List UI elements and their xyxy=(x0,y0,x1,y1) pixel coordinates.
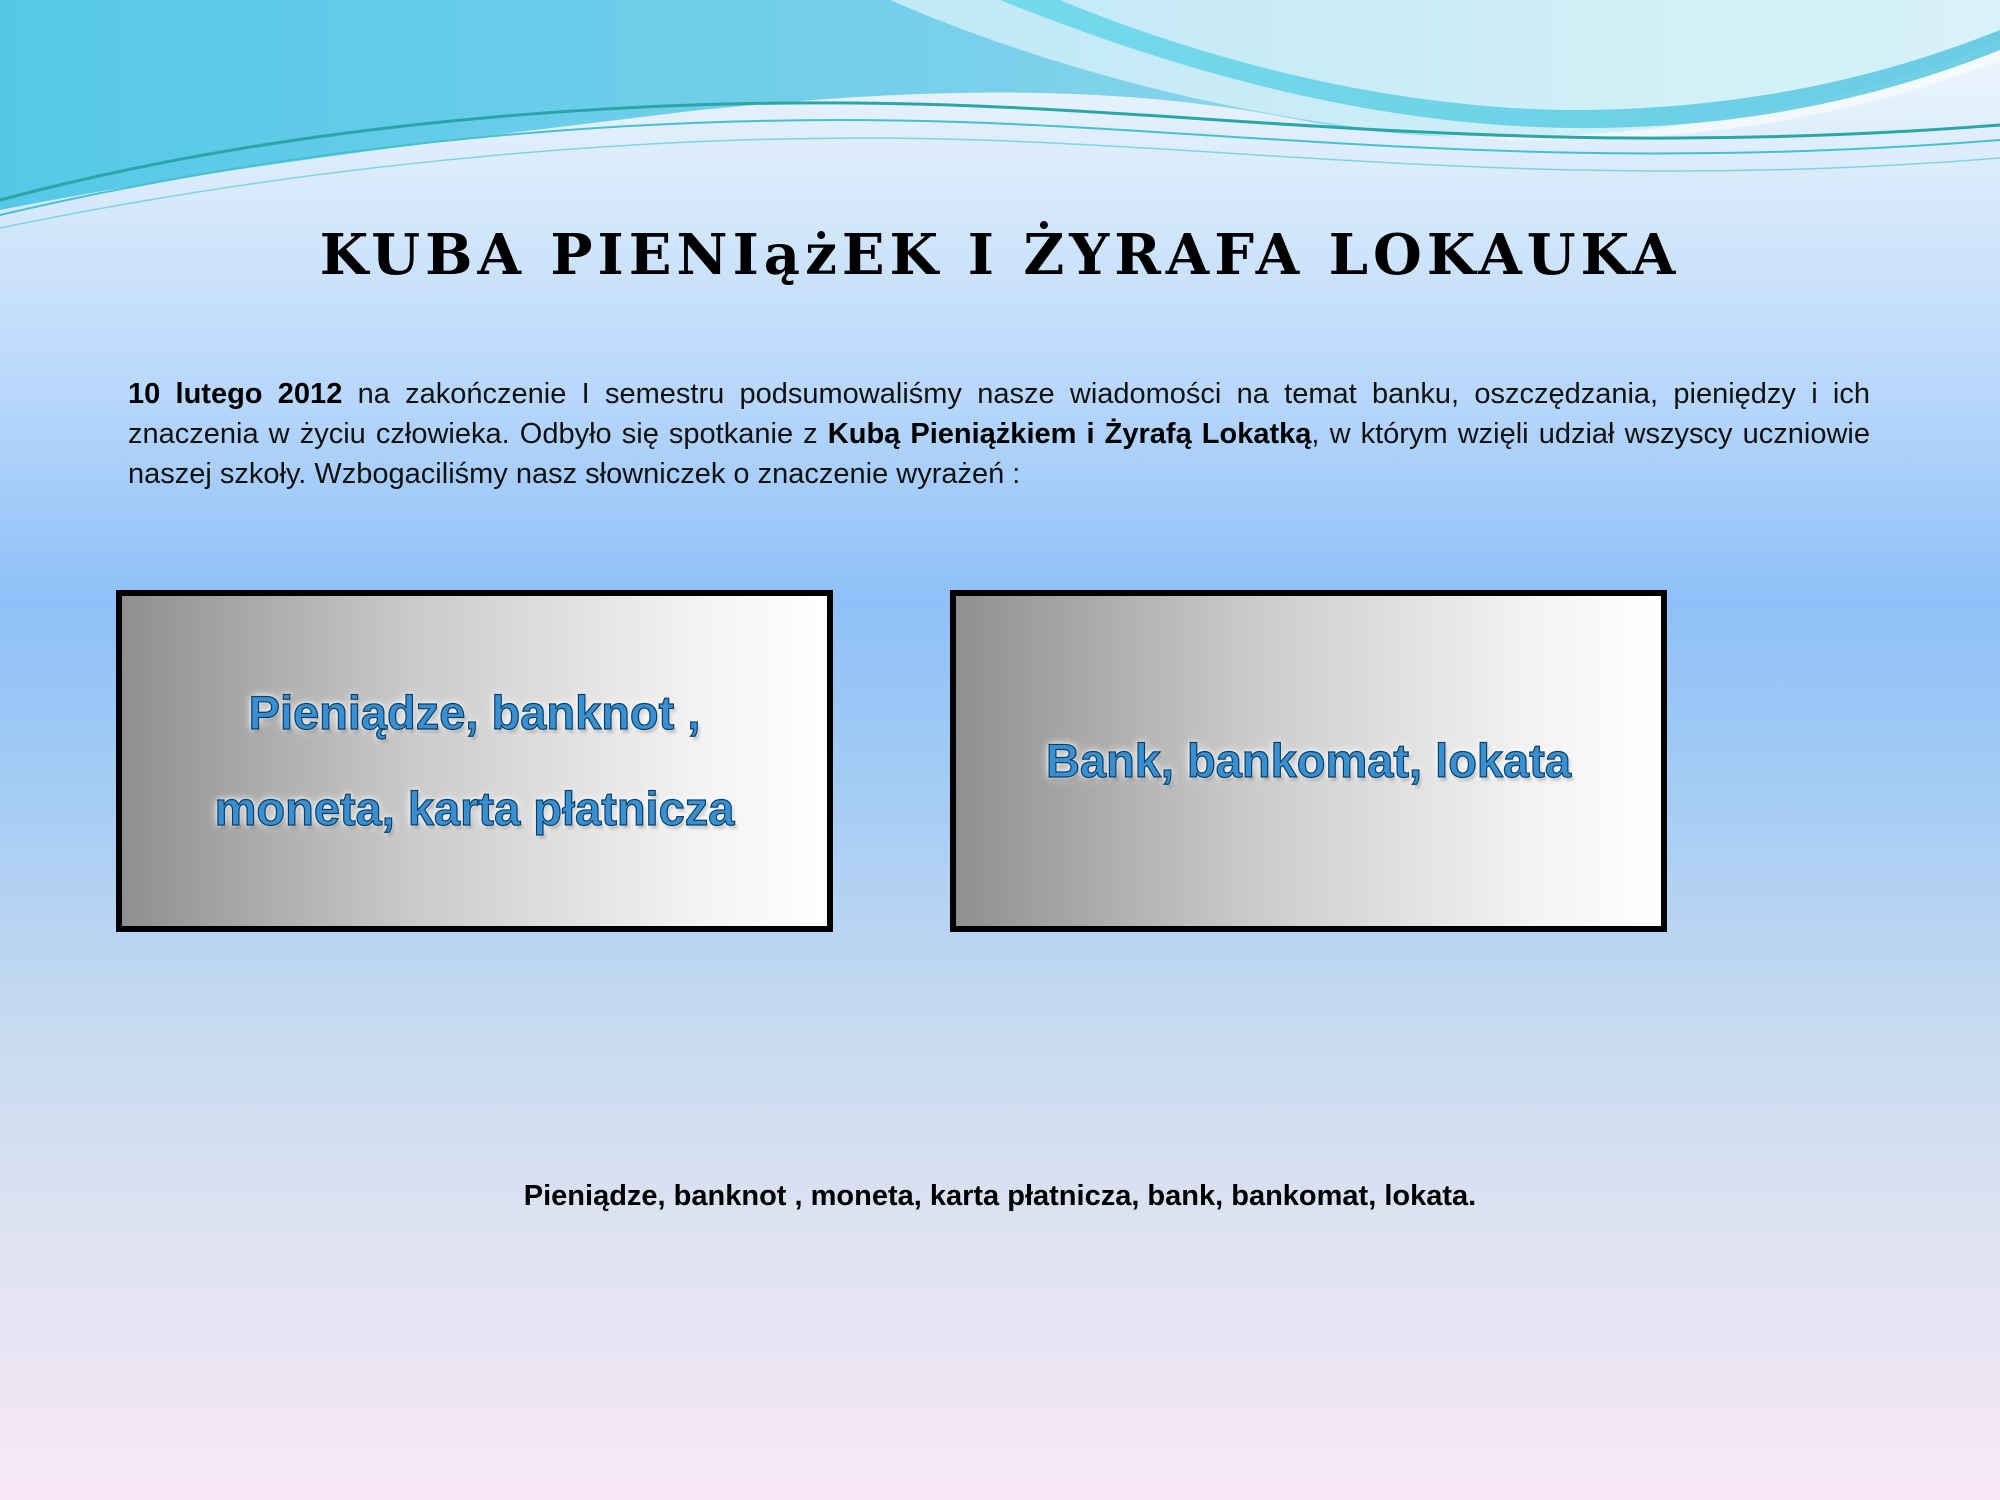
intro-text-part-2: , w którym wzięli udział wszyscy uczniowie naszej szkoły. Wzbogaciliśmy nasz słowniczek o znaczenie wyrażeń : xyxy=(128,418,1870,490)
intro-paragraph xyxy=(128,374,1870,494)
vocabulary-box-money-line-1: Pieniądze, banknot , xyxy=(248,686,701,739)
vocabulary-box-bank-line-1: Bank, bankomat, lokata xyxy=(1046,734,1571,787)
summary-line: Pieniądze, banknot , moneta, karta płatnicza, bank, bankomat, lokata. xyxy=(523,1180,1477,1212)
intro-names: Kubą Pieniążkiem i Żyrafą Lokatką xyxy=(827,418,1312,450)
page-title: KUBA PIENIążEK I ŻYRAFA LOKAUKA xyxy=(319,222,1681,288)
vocabulary-box-money xyxy=(116,590,833,932)
vocabulary-box-bank xyxy=(950,590,1667,932)
intro-date: 10 lutego 2012 xyxy=(128,378,343,410)
decorative-waves xyxy=(0,0,2000,260)
vocabulary-box-money-line-2: moneta, karta płatnicza xyxy=(214,782,735,835)
intro-text-part-1: na zakończenie I semestru podsumowaliśmy nasze wiadomości na temat banku, oszczędzania, pieniędzy i ich znaczenia w życiu człowieka. Odbyło się spotkanie z xyxy=(128,378,1870,450)
